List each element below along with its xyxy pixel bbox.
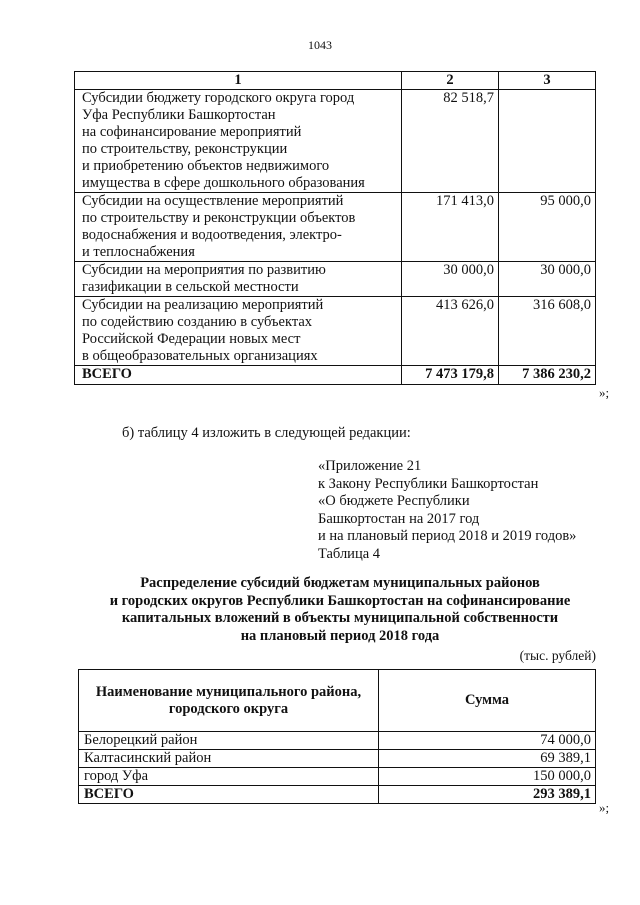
heading-line: и городских округов Республики Башкортостан на софинансирование: [109, 592, 571, 609]
description-line: Российской Федерации новых мест: [82, 331, 301, 347]
description-line: по содействию созданию в субъектах: [82, 314, 313, 330]
description-line: Субсидии бюджету городского округа город: [82, 90, 355, 106]
page-number: 1043: [308, 38, 332, 52]
district-sum: 69 389,1: [379, 750, 596, 768]
row-value-2019: 95 000,0: [499, 193, 596, 262]
appendix-line: «О бюджете Республики: [318, 493, 470, 509]
description-line: Субсидии на осуществление мероприятий: [82, 193, 344, 209]
total-label: ВСЕГО: [75, 366, 402, 385]
row-description: [75, 193, 402, 262]
description-line: на софинансирование мероприятий: [82, 124, 302, 140]
bottom-table: [78, 669, 596, 804]
row-value-2018: 171 413,0: [402, 193, 499, 262]
table-heading: [80, 575, 600, 645]
description-line: газификации в сельской местности: [82, 279, 299, 295]
district-sum: 74 000,0: [379, 732, 596, 750]
description-line: водоснабжения и водоотведения, электро-: [82, 227, 342, 243]
total-row: [75, 366, 596, 385]
description-line: и теплоснабжения: [82, 244, 195, 260]
table-row: [79, 768, 596, 786]
table-row: [75, 193, 596, 262]
bottom-table-closing-quote: »;: [599, 800, 610, 815]
row-value-2018: 30 000,0: [402, 262, 499, 297]
header-name: [79, 670, 379, 732]
district-name: Калтасинский район: [79, 750, 379, 768]
row-value-2018: 82 518,7: [402, 90, 499, 193]
total-row: [79, 786, 596, 804]
row-description: [75, 262, 402, 297]
row-value-2019: 30 000,0: [499, 262, 596, 297]
table-row: [75, 297, 596, 366]
table-row: [79, 732, 596, 750]
description-line: Уфа Республики Башкортостан: [82, 107, 276, 123]
description-line: в общеобразовательных организациях: [82, 348, 318, 364]
total-value-2018: 7 473 179,8: [402, 366, 499, 385]
header-sum: Сумма: [379, 670, 596, 732]
row-description: [75, 297, 402, 366]
description-line: по строительству и реконструкции объектов: [82, 210, 356, 226]
top-table-header-1: 1: [75, 72, 402, 90]
row-value-2019: [499, 90, 596, 193]
appendix-line: к Закону Республики Башкортостан: [318, 475, 539, 492]
total-sum: 293 389,1: [379, 786, 596, 804]
district-sum: 150 000,0: [379, 768, 596, 786]
description-line: Субсидии на мероприятия по развитию: [82, 262, 326, 278]
bottom-table-header-row: [79, 670, 596, 732]
description-line: по строительству, реконструкции: [82, 141, 288, 157]
appendix-block: [318, 458, 576, 563]
table-row: [79, 750, 596, 768]
district-name: Белорецкий район: [79, 732, 379, 750]
total-label: ВСЕГО: [79, 786, 379, 804]
district-name: город Уфа: [79, 768, 379, 786]
heading-line: на плановый период 2018 года: [240, 627, 440, 644]
top-table-header-3: 3: [499, 72, 596, 90]
header-name-line: городского округа: [168, 700, 289, 717]
units-label: (тыс. рублей): [519, 648, 596, 663]
top-table: [74, 71, 596, 385]
description-line: и приобретению объектов недвижимого: [82, 158, 330, 174]
table-row: [75, 90, 596, 193]
heading-line: капитальных вложений в объекты муниципальной собственности: [121, 610, 559, 626]
row-value-2019: 316 608,0: [499, 297, 596, 366]
appendix-line: Башкортостан на 2017 год: [318, 510, 480, 527]
description-line: Субсидии на реализацию мероприятий: [82, 297, 324, 313]
description-line: имущества в сфере дошкольного образования: [82, 175, 365, 191]
top-table-header-2: 2: [402, 72, 499, 90]
table-row: [75, 262, 596, 297]
instruction-text: б) таблицу 4 изложить в следующей редакции:: [122, 425, 411, 441]
appendix-line: и на плановый период 2018 и 2019 годов»: [318, 528, 577, 544]
total-value-2019: 7 386 230,2: [499, 366, 596, 385]
heading-line: Распределение субсидий бюджетам муниципальных районов: [140, 575, 540, 591]
appendix-line: Таблица 4: [318, 545, 381, 562]
header-name-line: Наименование муниципального района,: [95, 683, 362, 700]
row-description: [75, 90, 402, 193]
appendix-line: «Приложение 21: [318, 458, 422, 474]
top-table-header-row: [75, 72, 596, 90]
row-value-2018: 413 626,0: [402, 297, 499, 366]
top-table-closing-quote: »;: [599, 385, 610, 400]
